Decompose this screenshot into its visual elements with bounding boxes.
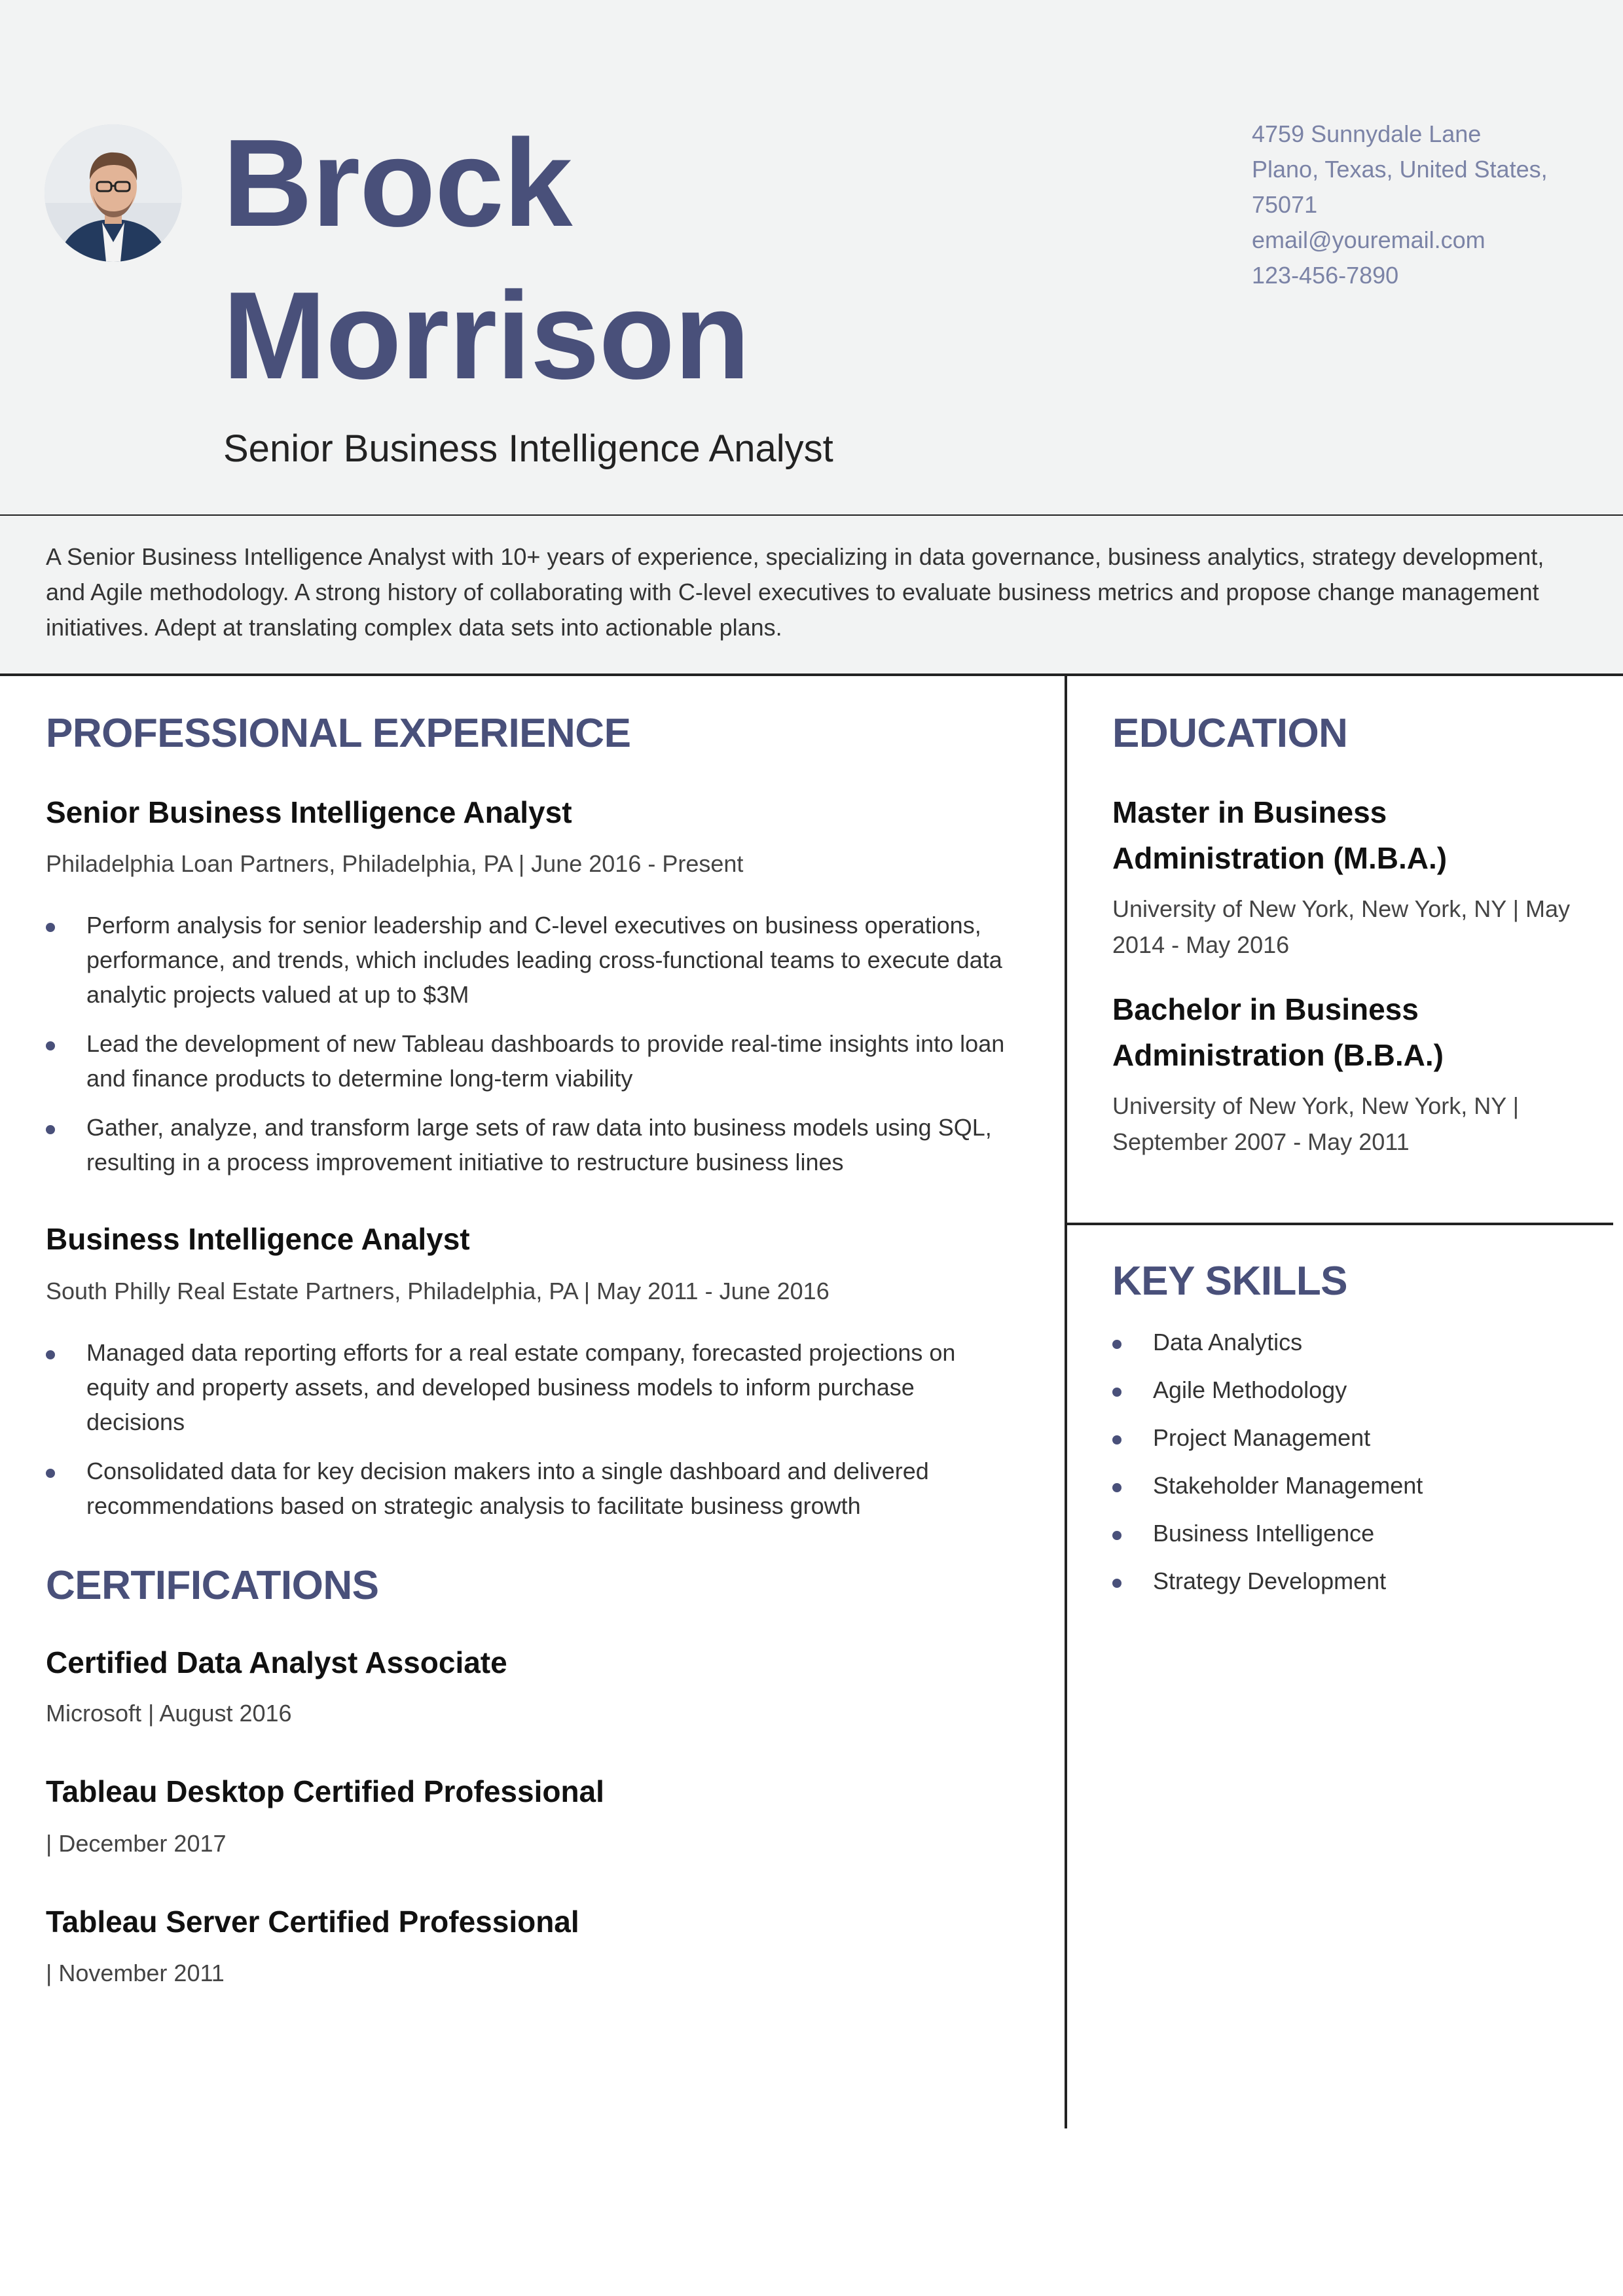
list-item: Stakeholder Management bbox=[1112, 1468, 1584, 1503]
first-name: Brock bbox=[223, 114, 572, 253]
job-2-title: Business Intelligence Analyst bbox=[46, 1222, 470, 1256]
contact-info bbox=[1252, 117, 1592, 293]
list-item: Consolidated data for key decision makers into a single dashboard and delivered recommendations based on strategic analysis to facilitate business growth bbox=[46, 1454, 1015, 1523]
edu-2-title-line-2: Administration (B.B.A.) bbox=[1112, 1038, 1444, 1072]
address-line-3: 75071 bbox=[1252, 191, 1318, 218]
last-name: Morrison bbox=[223, 266, 750, 405]
edu-1-title-line-2: Administration (M.B.A.) bbox=[1112, 841, 1448, 875]
edu-2-meta-line-1: University of New York, New York, NY | bbox=[1112, 1092, 1519, 1119]
profile-photo-image bbox=[45, 124, 182, 262]
job-title: Senior Business Intelligence Analyst bbox=[223, 427, 833, 470]
experience-heading: PROFESSIONAL EXPERIENCE bbox=[46, 711, 631, 756]
edu-2-meta-line-2: September 2007 - May 2011 bbox=[1112, 1128, 1410, 1155]
certifications-heading: CERTIFICATIONS bbox=[46, 1563, 379, 1608]
education-heading: EDUCATION bbox=[1112, 711, 1348, 756]
list-item: Business Intelligence bbox=[1112, 1516, 1584, 1551]
address-line-1: 4759 Sunnydale Lane bbox=[1252, 120, 1482, 147]
list-item: Agile Methodology bbox=[1112, 1372, 1584, 1407]
profile-photo bbox=[45, 124, 182, 262]
skills-list bbox=[1112, 1325, 1584, 1611]
list-item: Project Management bbox=[1112, 1420, 1584, 1455]
edu-1-meta-line-1: University of New York, New York, NY | May bbox=[1112, 895, 1570, 922]
professional-summary: A Senior Business Intelligence Analyst with 10+ years of experience, specializing in data governance, business analytics, strategy development, and Agile methodology. A strong history of collaborating with C-level executives to evaluate business metrics and propose change management initiatives. Adept at translating complex data sets into actionable plans. bbox=[46, 543, 1544, 641]
cert-3-meta: | November 2011 bbox=[46, 1960, 225, 1986]
edu-1-meta-line-2: 2014 - May 2016 bbox=[1112, 931, 1290, 958]
list-item: Data Analytics bbox=[1112, 1325, 1584, 1359]
education-divider bbox=[1066, 1223, 1613, 1225]
skills-heading: KEY SKILLS bbox=[1112, 1259, 1348, 1304]
list-item: Managed data reporting efforts for a real estate company, forecasted projections on equity and property assets, and developed business models to inform purchase decisions bbox=[46, 1335, 1015, 1439]
cert-1-title: Certified Data Analyst Associate bbox=[46, 1645, 507, 1679]
job-1-bullets bbox=[46, 908, 1015, 1194]
edu-2-title-line-1: Bachelor in Business bbox=[1112, 992, 1419, 1026]
cert-1-meta: Microsoft | August 2016 bbox=[46, 1700, 292, 1727]
edu-1-title-line-1: Master in Business bbox=[1112, 795, 1387, 829]
phone-number[interactable]: 123-456-7890 bbox=[1252, 262, 1399, 289]
cert-2-title: Tableau Desktop Certified Professional bbox=[46, 1774, 604, 1808]
list-item: Strategy Development bbox=[1112, 1564, 1584, 1598]
cert-2-meta: | December 2017 bbox=[46, 1830, 227, 1857]
job-1-title: Senior Business Intelligence Analyst bbox=[46, 795, 572, 829]
job-2-bullets bbox=[46, 1335, 1015, 1537]
list-item: Gather, analyze, and transform large sets of raw data into business models using SQL, resulting in a process improvement initiative to restructure business lines bbox=[46, 1110, 1015, 1179]
cert-3-title: Tableau Server Certified Professional bbox=[46, 1905, 579, 1939]
job-2-meta: South Philly Real Estate Partners, Philadelphia, PA | May 2011 - June 2016 bbox=[46, 1278, 830, 1304]
address-line-2: Plano, Texas, United States, bbox=[1252, 156, 1548, 183]
summary-divider bbox=[0, 673, 1623, 676]
list-item: Perform analysis for senior leadership and C-level executives on business operations, performance, and trends, which includes leading cross-functional teams to execute data analytic projects valued at up to $3M bbox=[46, 908, 1015, 1012]
column-divider bbox=[1065, 675, 1067, 2128]
email-address[interactable]: email@youremail.com bbox=[1252, 226, 1486, 253]
job-1-meta: Philadelphia Loan Partners, Philadelphia, PA | June 2016 - Present bbox=[46, 850, 744, 877]
list-item: Lead the development of new Tableau dashboards to provide real-time insights into loan and finance products to determine long-term viability bbox=[46, 1026, 1015, 1096]
